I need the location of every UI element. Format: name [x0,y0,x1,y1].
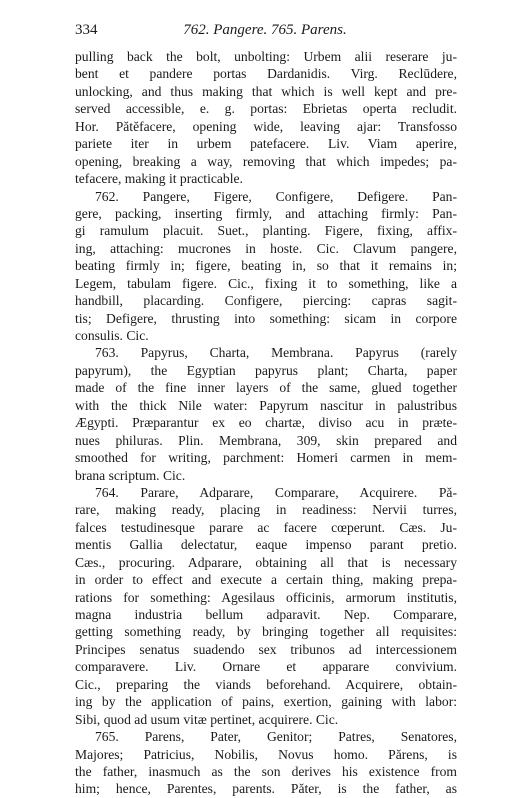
text-line: nues philuras. Plin. Membrana, 309, skin prepared and [75,432,457,448]
text-line: pulling back the bolt, unbolting: Urbem alii reserare ju- [75,49,457,64]
text-line: gi ramulum placuit. Suet., planting. Figere, fixing, affix- [75,223,457,239]
text-line: comparavere. Liv. Ornare et apparare convivium. [75,659,457,675]
text-line: Sibi, quod ad usum vitæ pertinet, acquirere. Cic. [75,711,339,727]
text-line: Cæs., procuring. Adparare, obtaining all that is necessary [75,554,457,570]
text-line: tis; Defigere, thrusting into something: sicam in corpore [75,310,457,326]
text-line: Cic., preparing the viands beforehand. Acquirere, obtain- [75,676,457,692]
text-line: served accessible, e. g. portas: Ebrietas operta recludit. [75,101,457,117]
text-line: handbill, placarding. Configere, piercing: capras sagit- [75,293,457,309]
entry-heading-line: 765. Parens, Pater, Genitor; Patres, Senatores, [95,729,457,745]
running-title: 762. Pangere. 765. Parens. [183,22,347,38]
entry-heading-line: 762. Pangere, Figere, Configere, Defigere. Pan- [95,188,457,204]
text-line: bent et pandere portas Dardanidis. Virg. Reclūdere, [75,66,457,82]
text-line: Ægypti. Præparantur ex eo chartæ, diviso acu in præte- [75,415,457,431]
text-line: brana scriptum. Cic. [75,467,186,483]
text-line: ing by the application of pains, exertion, gaining with labor: [75,694,457,710]
text-line: unlocking, and thus making that which is well kept and pre- [75,83,457,99]
text-line: beating firmly in; figere, beating in, so that it remains in; [75,258,457,274]
page-body [75,48,457,798]
text-line: Majores; Patricius, Nobilis, Novus homo. Părens, is [75,746,457,762]
text-line: Hor. Pătĕfacere, opening wide, leaving ajar: Transfosso [75,118,457,134]
text-line: him; hence, Parentes, parents. Păter, is the father, as [75,781,457,797]
text-line: falces testudinesque parare ac facere cœperunt. Cæs. Ju- [75,519,457,535]
entry-heading-line: 764. Parare, Adparare, Comparare, Acquirere. Pă- [95,484,457,500]
text-line: magna industria bellum adparavit. Nep. Comparare, [75,607,457,622]
text-line: in order to effect and execute a certain thing, making prepa- [75,572,457,588]
text-line: papyrum), the Egyptian papyrus plant; Charta, paper [75,362,457,378]
text-line: ing, attaching: mucrones in hoste. Cic. Clavum pangere, [75,240,457,256]
text-line: pariete iter in urbem patefacere. Liv. Viam aperire, [75,136,457,152]
page-number: 334 [75,22,98,38]
text-line: gere, packing, inserting firmly, and attaching firmly: Pan- [75,205,457,221]
text-line: opening, breaking a way, removing that which impedes; pa- [75,153,457,169]
text-line: getting something ready, by bringing together all requisites: [75,624,457,640]
text-line: rations for something: Agesilaus officinis, armorum institutis, [75,589,457,605]
text-line: consulis. Cic. [75,328,149,343]
page-header [75,22,455,42]
entry-heading-line: 763. Papyrus, Charta, Membrana. Papyrus (rarely [95,345,457,361]
text-line: mentis Gallia delectatur, eaque impenso parant pretio. [75,537,457,553]
text-line: tefacere, making it practicable. [75,171,243,187]
text-line: Principes senatus suadendo sex tribunos ad intercessionem [75,641,457,657]
text-line: rare, making ready, placing in readiness: Nervii turres, [75,502,457,518]
text-line: with the thick Nile water: Papyrum nascitur in palustribus [75,397,457,413]
text-line: smoothed for writing, parchment: Homeri carmen in mem- [75,450,457,466]
text-line: Legem, tabulam figere. Cic., fixing it to something, like a [75,275,457,291]
text-line: made of the fine inner layers of the same, glued together [75,380,457,396]
text-line: the father, inasmuch as the son derives his existence from [75,763,457,779]
